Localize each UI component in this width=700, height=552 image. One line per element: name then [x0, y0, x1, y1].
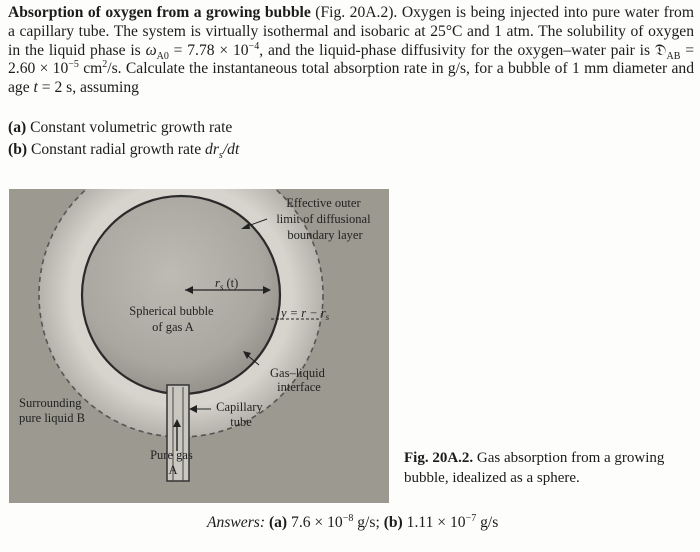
problem-text-1: (Fig. 20A.2). Oxygen is being injected into pure water from a capillary tube. The system is virtually isothermal and isobaric at 25°C and 1 atm. The solubility of oxygen in the liquid phase is [8, 4, 694, 59]
diffusivity-exponent: −5 [68, 59, 79, 71]
part-b-text: Constant radial growth rate [27, 141, 206, 158]
diffusivity-unit: cm [78, 60, 103, 78]
answers-label: Answers: [207, 514, 266, 531]
diffusivity-symbol: 𝔇 [654, 41, 667, 59]
answer-a-exponent: −8 [342, 512, 354, 524]
problem-text-4: = 2 s, assuming [37, 79, 139, 97]
omega-symbol: ω [145, 41, 157, 59]
capillary-label-line2: tube [230, 415, 252, 429]
answer-b-exponent: −7 [465, 512, 477, 524]
problem-text-3: /s. Calculate the instantaneous total absorption rate in g/s, for a bubble of 1 mm diameter and age [8, 60, 694, 97]
interface-label [270, 366, 328, 394]
omega-subscript: A0 [156, 50, 169, 62]
time-symbol: t [33, 79, 38, 97]
radius-label: $r_s$ (t) [215, 276, 239, 292]
diffusivity-value: = 2.60 × 10 [8, 41, 694, 78]
pure-gas-label-line2: A [168, 463, 178, 477]
boundary-label-line3: boundary layer [287, 228, 363, 242]
answer-a-unit: g/s; [353, 514, 380, 531]
y-label: $y = r - r_s$ [281, 306, 330, 322]
part-b-sub: s [218, 150, 223, 162]
boundary-layer-label [276, 196, 373, 242]
part-a [8, 117, 239, 139]
problem-parts [8, 117, 239, 161]
answer-a-label: (a) [265, 514, 288, 531]
problem-text-2: , and the liquid-phase diffusivity for the oxygen–water pair is [259, 41, 655, 59]
interface-label-line2: interface [277, 380, 321, 394]
liquid-label [19, 396, 85, 425]
problem-title: Absorption of oxygen from a growing bubble [8, 4, 311, 21]
pure-gas-label-line1: Pure gas [150, 448, 193, 462]
omega-exponent: −4 [248, 40, 260, 52]
gas-bubble [82, 196, 280, 394]
interface-label-line1: Gas–liquid [270, 366, 325, 380]
bubble-figure [9, 189, 389, 503]
bubble-label-line2: of gas A [152, 320, 194, 334]
caption-text: Gas absorption from a growing bubble, idealized as a sphere. [404, 450, 665, 486]
diffusivity-unit-exponent: 2 [102, 59, 108, 71]
capillary-label-line1: Capillary [216, 400, 263, 414]
part-b [8, 139, 239, 161]
figure-caption [404, 449, 696, 488]
part-a-text: Constant volumetric growth rate [26, 119, 233, 136]
diffusivity-subscript: AB [666, 50, 681, 62]
liquid-label-line1: Surrounding [19, 396, 82, 410]
answer-b-unit: g/s [476, 514, 499, 531]
answer-b-label: (b) [379, 514, 403, 531]
part-b-tail: /dt [222, 141, 240, 158]
answer-a-value: 7.6 × 10 [287, 514, 343, 531]
problem-statement [8, 4, 694, 98]
liquid-label-line2: pure liquid B [19, 411, 85, 425]
boundary-label-line2: limit of diffusional [276, 212, 371, 226]
part-a-label: (a) [8, 119, 27, 136]
answer-b-value: 1.11 × 10 [402, 514, 466, 531]
boundary-label-line1: Effective outer [286, 196, 361, 210]
part-b-label: (b) [8, 141, 28, 158]
answers [207, 514, 498, 532]
omega-value: = 7.78 × 10 [168, 41, 249, 59]
part-b-expr: dr [205, 141, 219, 158]
caption-number: Fig. 20A.2. [404, 450, 474, 466]
bubble-label-line1: Spherical bubble [129, 304, 214, 318]
